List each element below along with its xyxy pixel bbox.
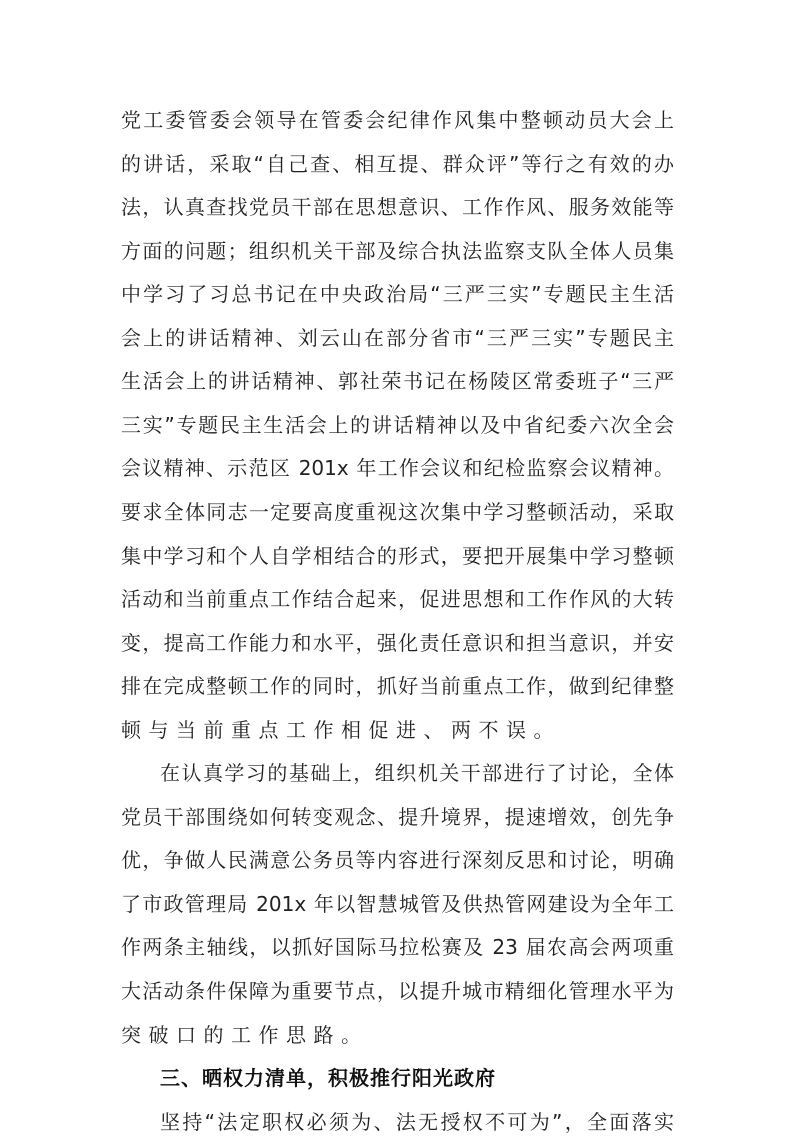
paragraph-line: 法，认真查找党员干部在思想意识、工作作风、服务效能等 — [121, 195, 674, 219]
paragraph-line: 作两条主轴线，以抓好国际马拉松赛及 23 届农高会两项重 — [121, 935, 674, 959]
paragraph-line: 会议精神、示范区 201x 年工作会议和纪检监察会议精神。 — [121, 456, 674, 480]
paragraph-line: 方面的问题；组织机关干部及综合执法监察支队全体人员集 — [121, 239, 674, 263]
paragraph-line: 突破口的工作思路。 — [121, 1023, 369, 1047]
paragraph-line: 排在完成整顿工作的同时，抓好当前重点工作，做到纪律整 — [121, 674, 674, 698]
paragraph-line: 党员干部围绕如何转变观念、提升境界，提速增效，创先争 — [121, 805, 674, 829]
paragraph-line: 顿与当前重点工作相促进、两不误。 — [121, 718, 561, 742]
paragraph-line: 在认真学习的基础上，组织机关干部进行了讨论，全体 — [160, 761, 674, 785]
paragraph-line: 集中学习和个人自学相结合的形式，要把开展集中学习整顿 — [121, 544, 674, 568]
paragraph-line: 优，争做人民满意公务员等内容进行深刻反思和讨论，明确 — [121, 848, 674, 872]
section-heading: 三、晒权力清单，积极推行阳光政府 — [160, 1066, 496, 1090]
paragraph-line: 的讲话，采取“自己查、相互提、群众评”等行之有效的办 — [121, 152, 674, 176]
paragraph-line: 变，提高工作能力和水平，强化责任意识和担当意识，并安 — [121, 631, 674, 655]
paragraph-line: 坚持“法定职权必须为、法无授权不可为”，全面落实 — [160, 1110, 674, 1134]
paragraph-line: 活动和当前重点工作结合起来，促进思想和工作作风的大转 — [121, 587, 674, 611]
paragraph-line: 要求全体同志一定要高度重视这次集中学习整顿活动，采取 — [121, 500, 674, 524]
paragraph-line: 了市政管理局 201x 年以智慧城管及供热管网建设为全年工 — [121, 892, 674, 916]
paragraph-line: 大活动条件保障为重要节点，以提升城市精细化管理水平为 — [121, 979, 674, 1003]
paragraph-line: 中学习了习总书记在中央政治局“三严三实”专题民主生活 — [121, 282, 674, 306]
paragraph-line: 会上的讲话精神、刘云山在部分省市“三严三实”专题民主 — [121, 326, 674, 350]
paragraph-line: 三实”专题民主生活会上的讲话精神以及中省纪委六次全会 — [121, 413, 674, 437]
paragraph-line: 生活会上的讲话精神、郭社荣书记在杨陵区常委班子“三严 — [121, 369, 674, 393]
paragraph-line: 党工委管委会领导在管委会纪律作风集中整顿动员大会上 — [121, 108, 674, 132]
